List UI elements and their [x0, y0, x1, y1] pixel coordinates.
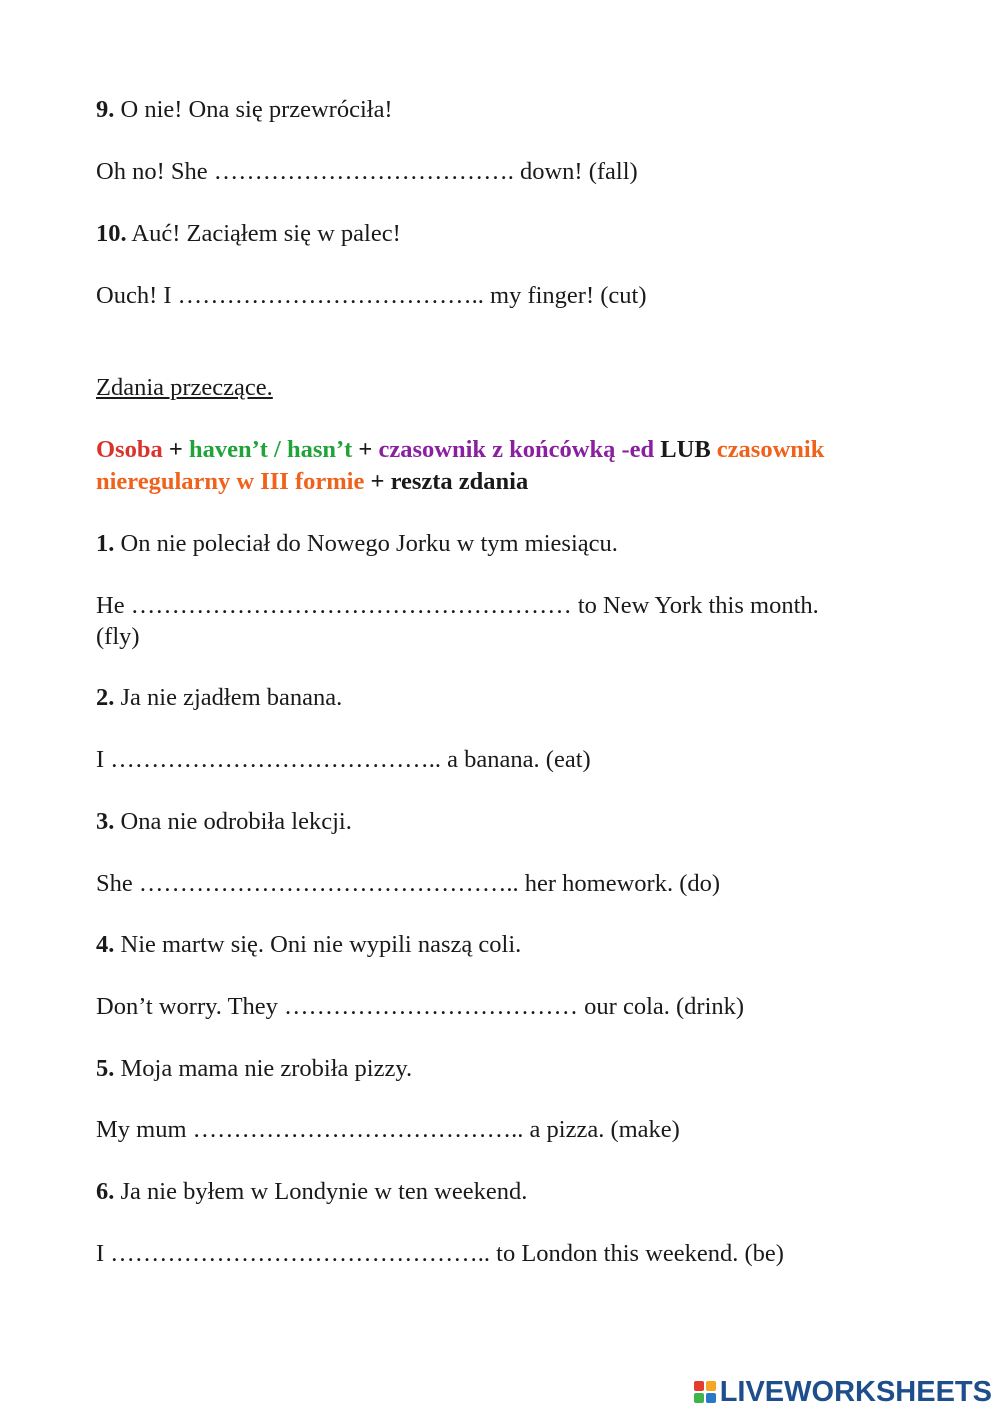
exercise-6-english: I ……………………………………….. to London this weekend. (be)	[96, 1240, 784, 1267]
liveworksheets-logo	[694, 1374, 992, 1410]
grammar-formula	[96, 434, 916, 498]
exercise-9-polish	[96, 94, 393, 126]
polish-sentence: Auć! Zaciąłem się w palec!	[131, 220, 401, 247]
polish-sentence: Moja mama nie zrobiła pizzy.	[120, 1055, 413, 1082]
exercise-4-english: Don’t worry. They ……………………………… our cola. (drink)	[96, 993, 745, 1020]
exercise-number: 9.	[96, 96, 115, 123]
polish-sentence: Ona nie odrobiła lekcji.	[120, 808, 352, 835]
exercise-3-english: She ……………………………………….. her homework. (do)	[96, 870, 721, 897]
formula-or: LUB	[654, 436, 717, 463]
polish-sentence: Ja nie byłem w Londynie w ten weekend.	[120, 1178, 528, 1205]
formula-rest: reszta zdania	[390, 468, 529, 495]
logo-square	[706, 1393, 716, 1403]
exercise-1-english-hint: (fly)	[96, 623, 140, 650]
exercise-number: 1.	[96, 530, 115, 557]
liveworksheets-icon	[694, 1381, 716, 1403]
exercise-number: 10.	[96, 220, 127, 247]
exercise-1-english: He ……………………………………………… to New York this month.	[96, 592, 819, 619]
logo-text: LIVEWORKSHEETS	[719, 1376, 992, 1408]
formula-irregular-verb: czasownik nieregularny w III formie	[96, 436, 825, 495]
polish-sentence: On nie poleciał do Nowego Jorku w tym miesiącu.	[120, 530, 618, 557]
exercise-3-polish	[96, 806, 352, 838]
exercise-1-polish	[96, 528, 618, 560]
exercise-number: 6.	[96, 1178, 115, 1205]
exercise-9-english: Oh no! She ………………………………. down! (fall)	[96, 158, 638, 185]
logo-square	[694, 1381, 704, 1391]
exercise-number: 3.	[96, 808, 115, 835]
exercise-6-polish	[96, 1176, 527, 1208]
exercise-10-english: Ouch! I ……………………………….. my finger! (cut)	[96, 282, 647, 309]
formula-subject: Osoba	[96, 436, 163, 463]
exercise-2-polish	[96, 682, 342, 714]
section-heading: Zdania przeczące.	[96, 374, 273, 401]
polish-sentence: Ja nie zjadłem banana.	[120, 684, 343, 711]
formula-plus: +	[352, 436, 379, 463]
exercise-2-english: I ………………………………….. a banana. (eat)	[96, 746, 591, 773]
exercise-5-english: My mum ………………………………….. a pizza. (make)	[96, 1116, 680, 1143]
formula-auxiliary: haven’t / hasn’t	[188, 436, 353, 463]
formula-plus: +	[162, 436, 189, 463]
logo-square	[706, 1381, 716, 1391]
exercise-number: 5.	[96, 1055, 115, 1082]
formula-regular-verb: czasownik z końcówką -ed	[378, 436, 655, 463]
formula-plus: +	[364, 468, 391, 495]
exercise-number: 4.	[96, 931, 115, 958]
polish-sentence: O nie! Ona się przewróciła!	[120, 96, 393, 123]
logo-square	[694, 1393, 704, 1403]
exercise-10-polish	[96, 218, 401, 250]
exercise-4-polish	[96, 929, 521, 961]
exercise-number: 2.	[96, 684, 115, 711]
polish-sentence: Nie martw się. Oni nie wypili naszą coli.	[120, 931, 522, 958]
exercise-5-polish	[96, 1053, 412, 1085]
